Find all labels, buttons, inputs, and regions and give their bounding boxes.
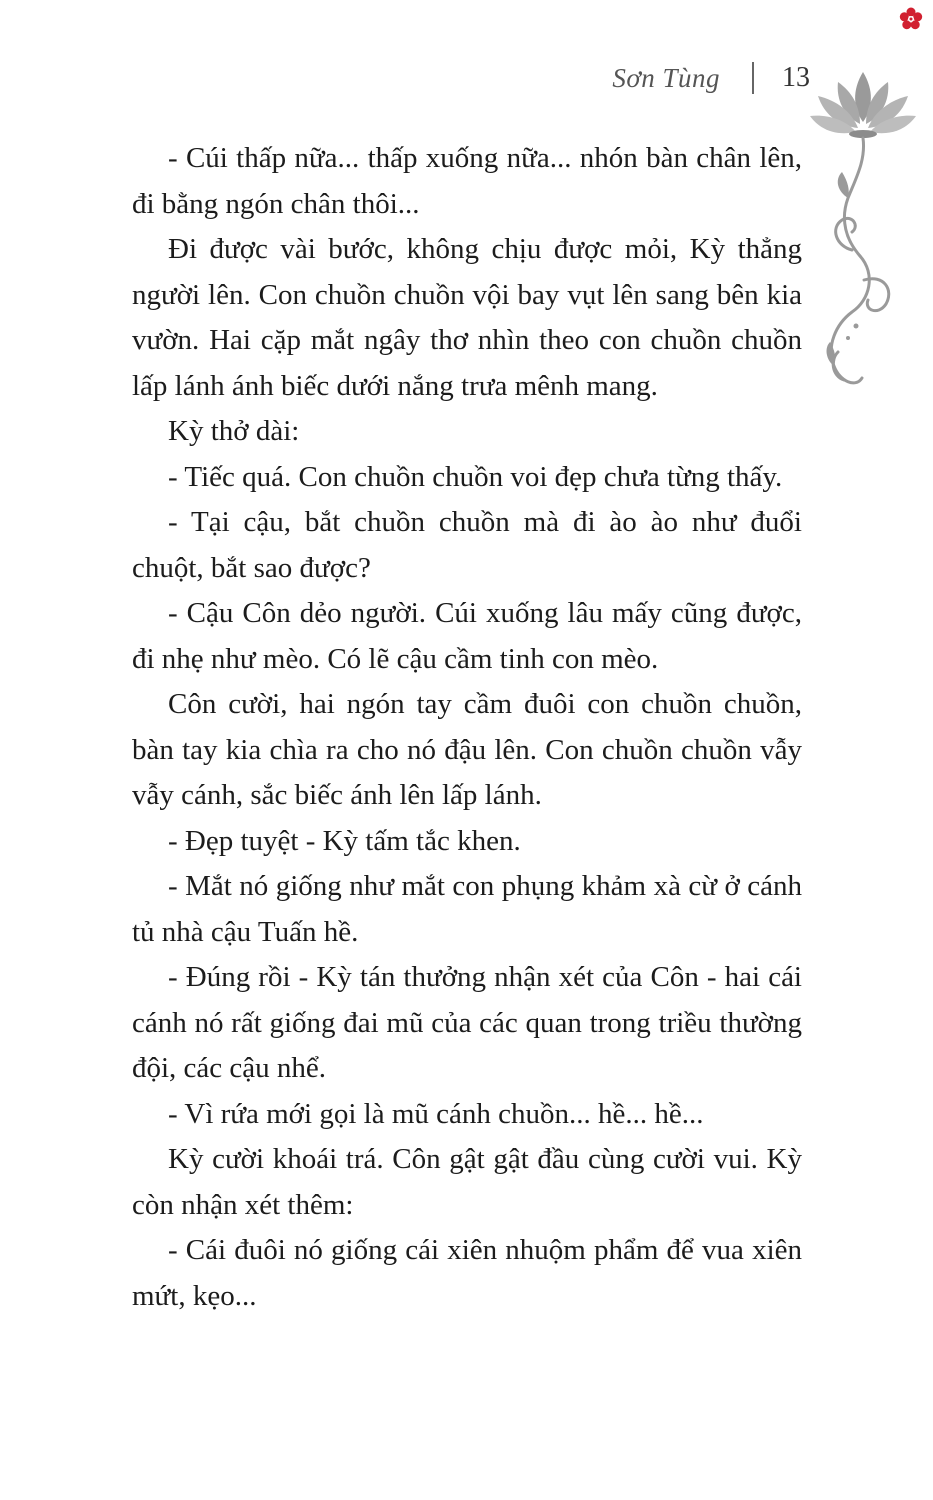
paragraph: - Tại cậu, bắt chuồn chuồn mà đi ào ào như đuổi chuột, bắt sao được? — [132, 506, 802, 584]
flower-stamp-icon — [898, 6, 924, 32]
paragraph: Côn cười, hai ngón tay cầm đuôi con chuồn chuồn, bàn tay kia chìa ra cho nó đậu lên. Con chuồn chuồn vẫy vẫy cánh, sắc biếc ánh lên lấp lánh. — [132, 688, 802, 811]
running-header — [540, 58, 810, 98]
paragraph: Kỳ thở dài: — [168, 415, 300, 447]
paragraph: - Vì rứa mới gọi là mũ cánh chuồn... hề... hề... — [168, 1097, 704, 1130]
paragraph: - Đẹp tuyệt - Kỳ tấm tắc khen. — [168, 824, 521, 857]
body-text — [132, 136, 802, 1319]
paragraph: Kỳ cười khoái trá. Côn gật gật đầu cùng cười vui. Kỳ còn nhận xét thêm: — [132, 1143, 802, 1221]
paragraph: - Tiếc quá. Con chuồn chuồn voi đẹp chưa từng thấy. — [168, 460, 783, 493]
paragraph: - Đúng rồi - Kỳ tán thưởng nhận xét của Côn - hai cái cánh nó rất giống đai mũ của các quan trong triều thường đội, các cậu nhể. — [132, 961, 802, 1084]
lotus-flourish-ornament-icon — [808, 60, 918, 400]
header-divider — [752, 62, 754, 94]
author-name: Sơn Tùng — [612, 62, 720, 93]
paragraph: - Cái đuôi nó giống cái xiên nhuộm phẩm để vua xiên mứt, kẹo... — [132, 1234, 802, 1312]
page-number: 13 — [782, 62, 810, 93]
paragraph: - Cậu Côn dẻo người. Cúi xuống lâu mấy cũng được, đi nhẹ như mèo. Có lẽ cậu cầm tinh con mèo. — [132, 597, 802, 675]
paragraph: - Cúi thấp nữa... thấp xuống nữa... nhón bàn chân lên, đi bằng ngón chân thôi... — [132, 142, 802, 220]
paragraph: - Mắt nó giống như mắt con phụng khảm xà cừ ở cánh tủ nhà cậu Tuấn hề. — [132, 870, 802, 948]
paragraph: Đi được vài bước, không chịu được mỏi, Kỳ thẳng người lên. Con chuồn chuồn vội bay vụt lên sang bên kia vườn. Hai cặp mắt ngây thơ nhìn theo con chuồn chuồn lấp lánh ánh biếc dưới nắng trưa mênh mang. — [132, 233, 802, 402]
